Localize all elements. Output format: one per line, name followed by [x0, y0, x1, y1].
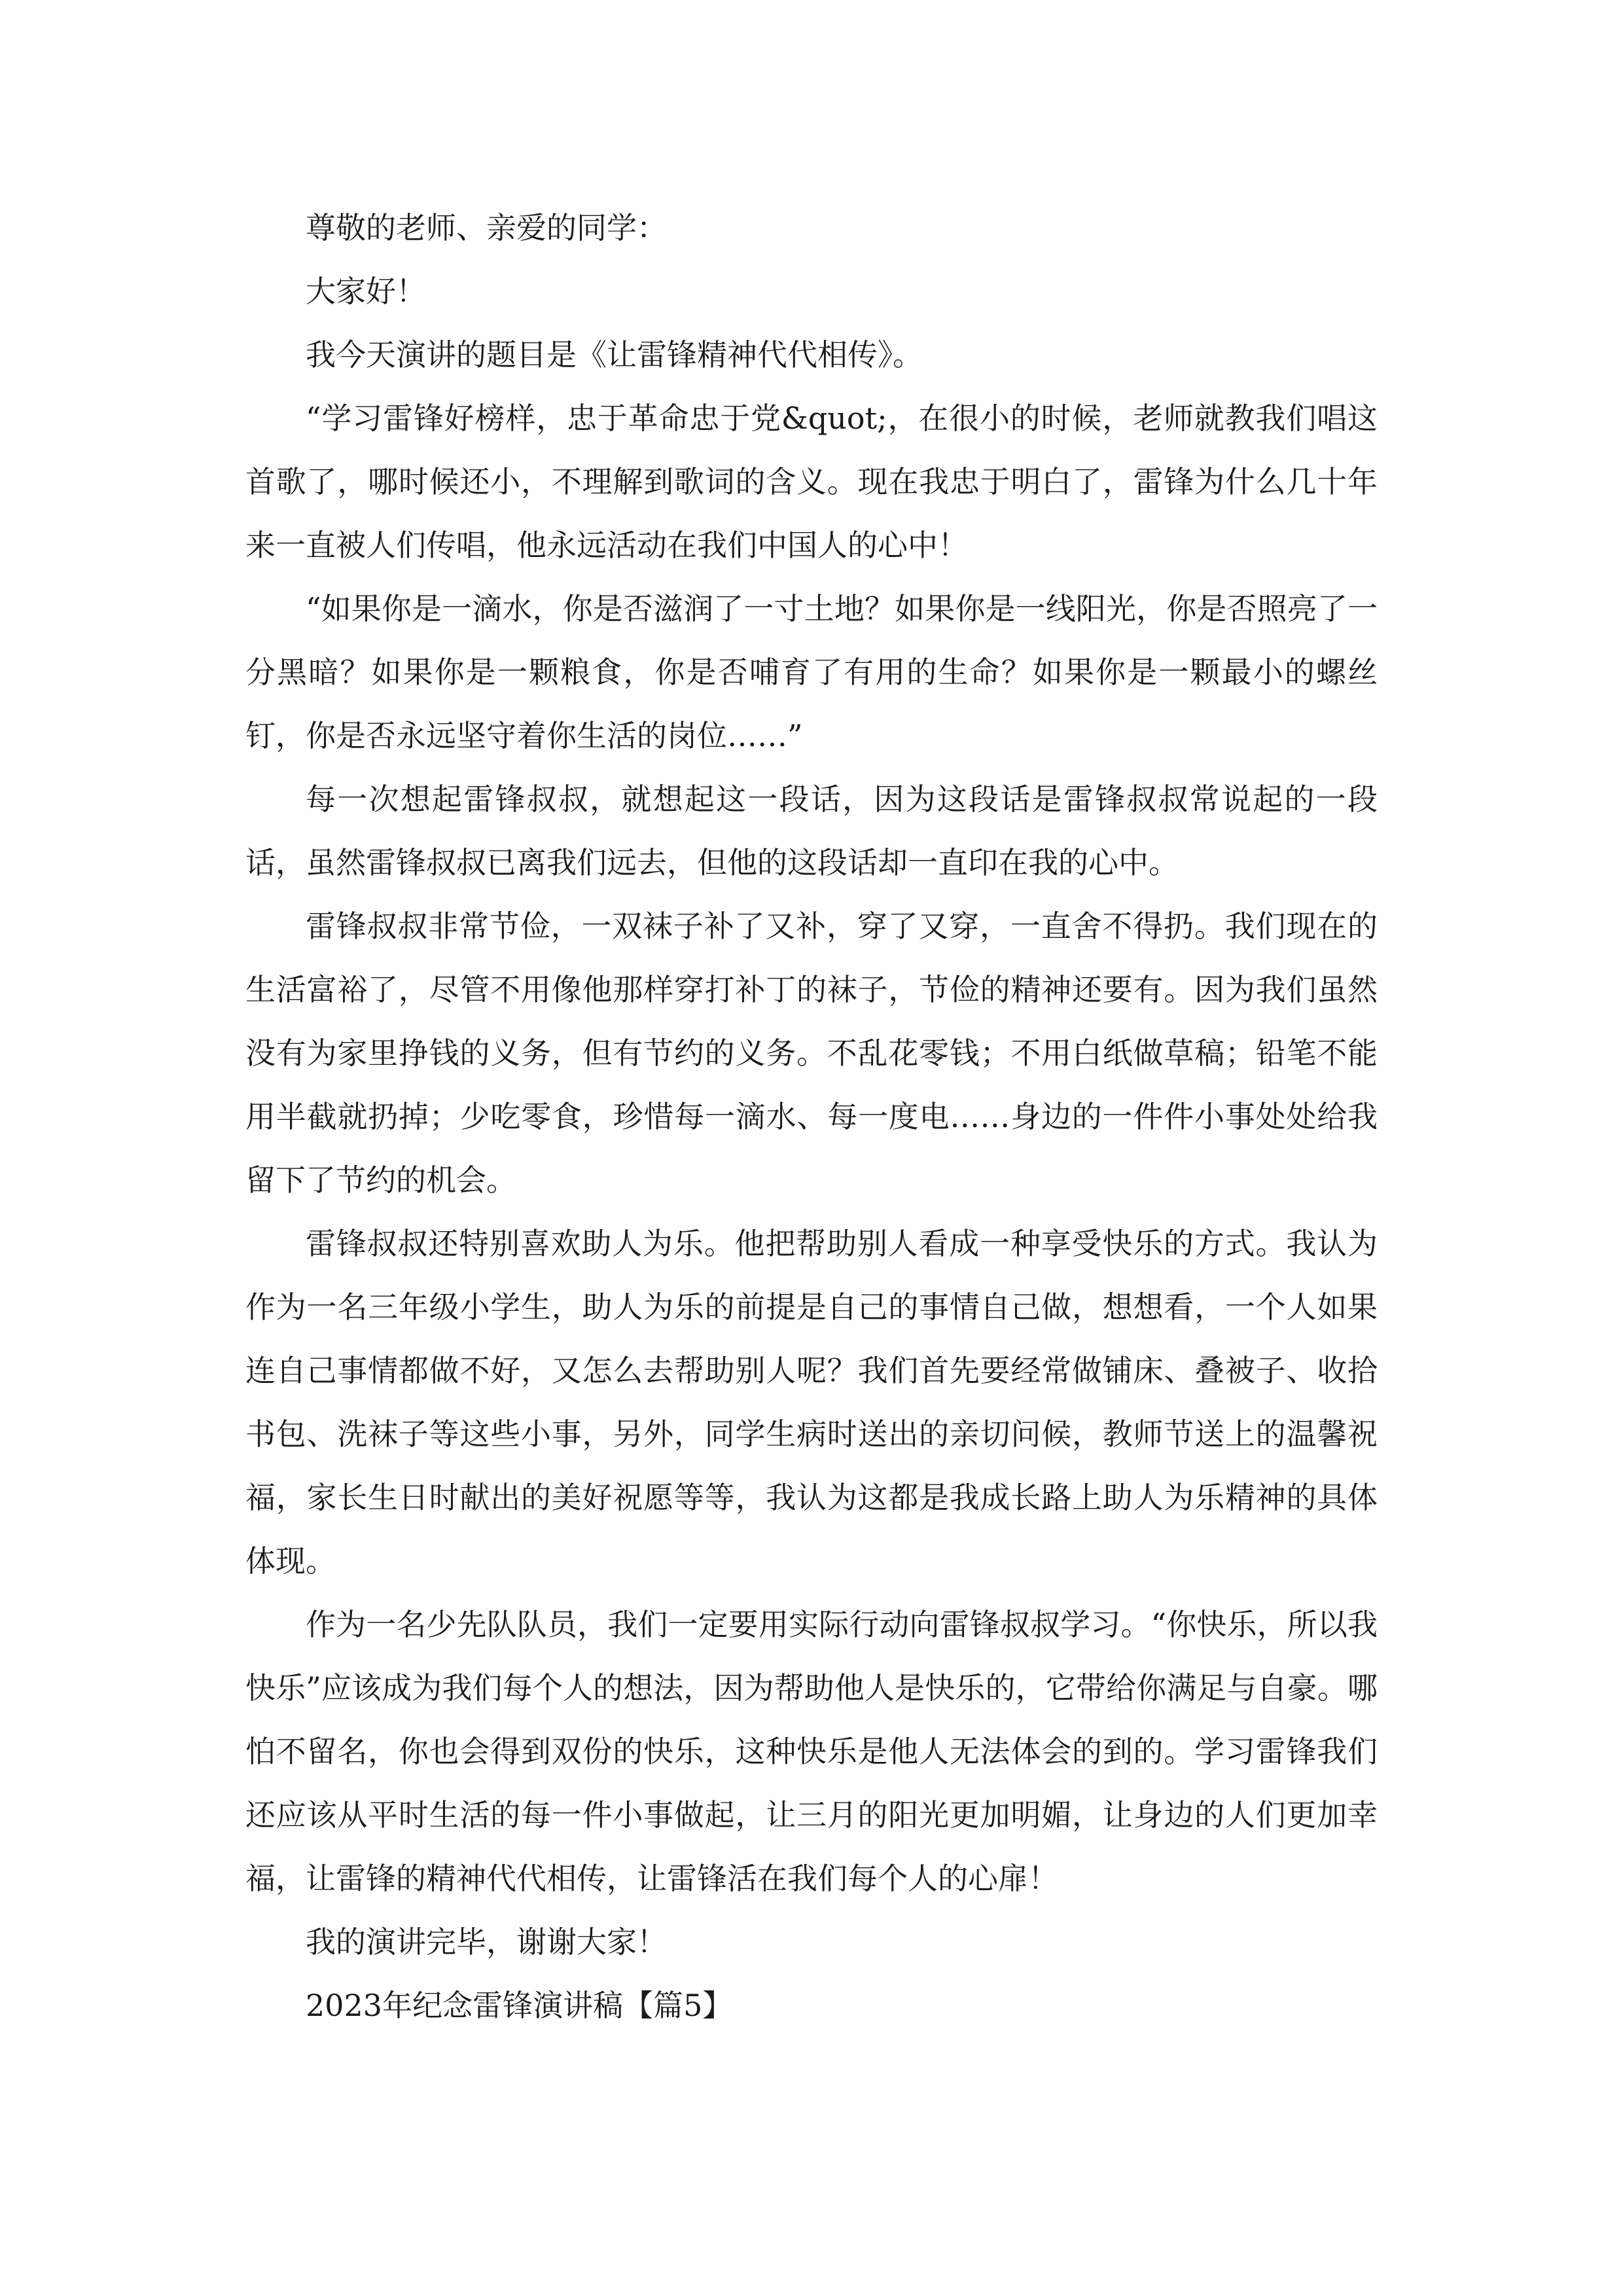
- paragraph: 雷锋叔叔还特别喜欢助人为乐。他把帮助别人看成一种享受快乐的方式。我认为作为一名三年级小学生，助人为乐的前提是自己的事情自己做，想想看，一个人如果连自己事情都做不好，又怎么去帮助别人呢？我们首先要经常做铺床、叠被子、收拾书包、洗袜子等这些小事，另外，同学生病时送出的亲切问候，教师节送上的温馨祝福，家长生日时献出的美好祝愿等等，我认为这都是我成长路上助人为乐精神的具体体现。: [245, 1226, 1378, 1579]
- paragraph: “如果你是一滴水，你是否滋润了一寸土地？如果你是一线阳光，你是否照亮了一分黑暗？如果你是一颗粮食，你是否哺育了有用的生命？如果你是一颗最小的螺丝钉，你是否永远坚守着你生活的岗位……”: [245, 591, 1378, 753]
- section-heading: 2023年纪念雷锋演讲稿【篇5】: [306, 1988, 733, 2023]
- paragraph: 雷锋叔叔非常节俭，一双袜子补了又补，穿了又穿，一直舍不得扔。我们现在的生活富裕了，尽管不用像他那样穿打补丁的袜子，节俭的精神还要有。因为我们虽然没有为家里挣钱的义务，但有节约的义务。不乱花零钱；不用白纸做草稿；铅笔不能用半截就扔掉；少吃零食，珍惜每一滴水、每一度电……身边的一件件小事处处给我留下了节约的机会。: [245, 908, 1378, 1198]
- salutation: 尊敬的老师、亲爱的同学：: [306, 210, 667, 245]
- paragraph: 每一次想起雷锋叔叔，就想起这一段话，因为这段话是雷锋叔叔常说起的一段话，虽然雷锋叔叔已离我们远去，但他的这段话却一直印在我的心中。: [245, 781, 1378, 880]
- paragraph: “学习雷锋好榜样，忠于革命忠于党&quot;，在很小的时候，老师就教我们唱这首歌了，哪时候还小，不理解到歌词的含义。现在我忠于明白了，雷锋为什么几十年来一直被人们传唱，他永远活动在我们中国人的心中！: [245, 401, 1378, 563]
- closing: 我的演讲完毕，谢谢大家！: [306, 1924, 667, 1960]
- document-body: [245, 196, 1378, 2037]
- paragraph: 作为一名少先队队员，我们一定要用实际行动向雷锋叔叔学习。“你快乐，所以我快乐”应该成为我们每个人的想法，因为帮助他人是快乐的，它带给你满足与自豪。哪怕不留名，你也会得到双份的快乐，这种快乐是他人无法体会的到的。学习雷锋我们还应该从平时生活的每一件小事做起，让三月的阳光更加明媚，让身边的人们更加幸福，让雷锋的精神代代相传，让雷锋活在我们每个人的心扉！: [245, 1607, 1378, 1896]
- greeting: 大家好！: [306, 274, 426, 309]
- speech-topic: 我今天演讲的题目是《让雷锋精神代代相传》。: [306, 337, 923, 372]
